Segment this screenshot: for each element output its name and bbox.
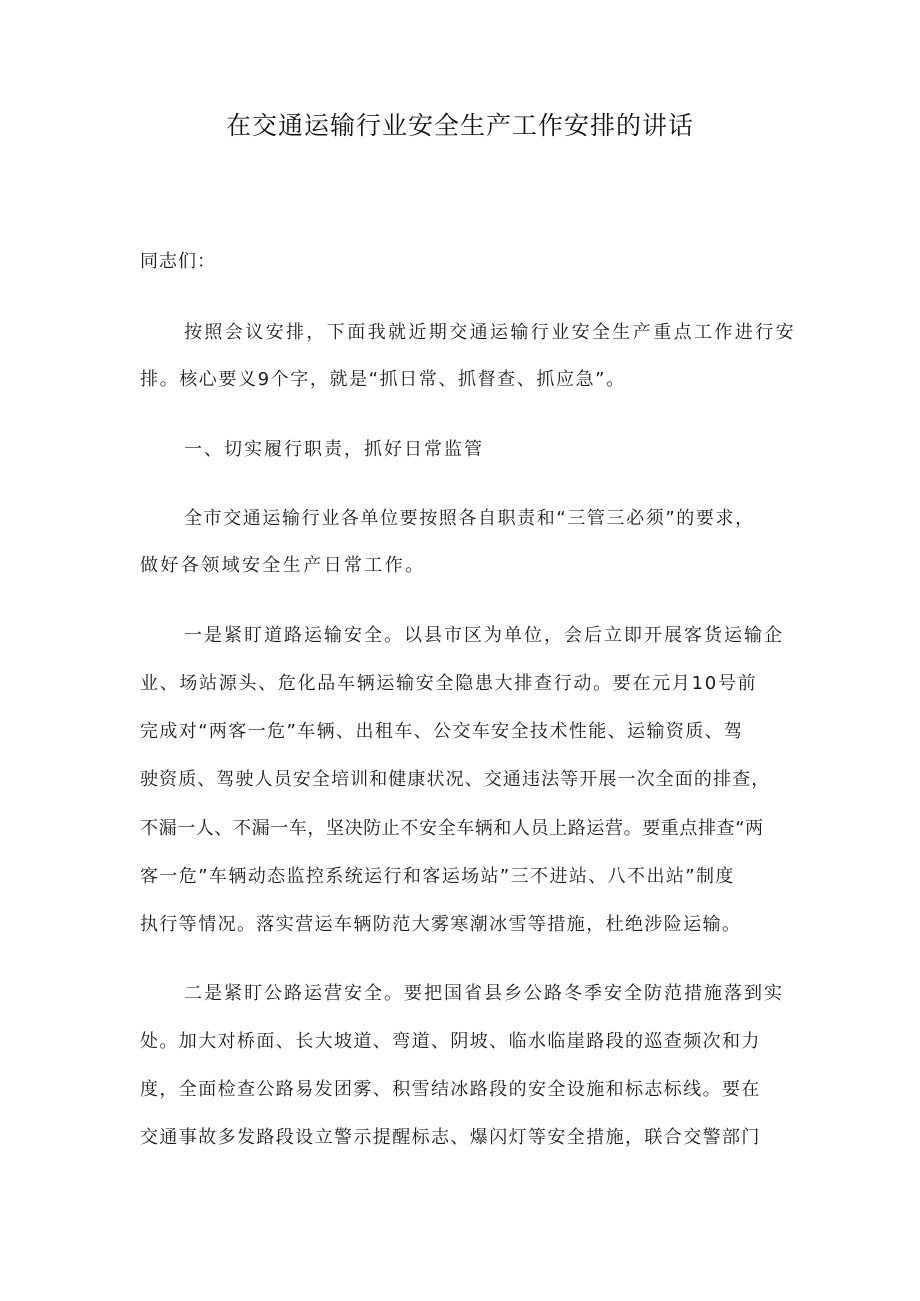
point-lead: 二是紧盯公路运营安全。: [184, 983, 404, 1004]
paragraph-line: 处。加大对桥面、长大坡道、弯道、阴坡、临水临崖路段的巡查频次和力: [140, 1031, 761, 1052]
paragraph-line: 完成对“两客一危”车辆、出租车、公交车安全技术性能、运输资质、驾: [140, 721, 744, 742]
paragraph-line: 做好各领域安全生产日常工作。: [140, 555, 426, 576]
paragraph-line: 排。核心要义9个字，就是“抓日常、抓督查、抓应急”。: [140, 369, 626, 390]
paragraph-line: 全市交通运输行业各单位要按照各自职责和“三管三必须”的要求，: [184, 508, 755, 529]
paragraph-line: 度，全面检查公路易发团雾、积雪结冰路段的安全设施和标志标线。要在: [140, 1079, 761, 1100]
paragraph-line: 不漏一人、不漏一车，坚决防止不安全车辆和人员上路运营。要重点排查“两: [140, 818, 764, 839]
paragraph-line: [184, 980, 790, 1008]
paragraph-line: 执行等情况。落实营运车辆防范大雾寒潮冰雪等措施，杜绝涉险运输。: [140, 914, 742, 935]
paragraph-line: [184, 622, 790, 650]
paragraph-line: 按照会议安排，下面我就近期交通运输行业安全生产重点工作进行安: [184, 322, 796, 343]
paragraph-line: 客一危”车辆动态监控系统运行和客运场站”三不进站、八不出站”制度: [140, 866, 735, 887]
document-title: 在交通运输行业安全生产工作安排的讲话: [225, 111, 694, 140]
paragraph-line: 驶资质、驾驶人员安全培训和健康状况、交通违法等开展一次全面的排查，: [140, 769, 771, 790]
point-text: 以县市区为单位，会后立即开展客货运输企: [404, 625, 784, 646]
point-text: 要把国省县乡公路冬季安全防范措施落到实: [404, 983, 784, 1004]
paragraph-line: 业、场站源头、危化品车辆运输安全隐患大排查行动。要在元月10号前: [140, 673, 758, 694]
paragraph-line: 交通事故多发路段设立警示提醒标志、爆闪灯等安全措施，联合交警部门: [140, 1127, 761, 1148]
salutation: 同志们：: [140, 251, 216, 272]
section-heading: 一、切实履行职责，抓好日常监管: [184, 439, 484, 460]
point-lead: 一是紧盯道路运输安全。: [184, 625, 404, 646]
